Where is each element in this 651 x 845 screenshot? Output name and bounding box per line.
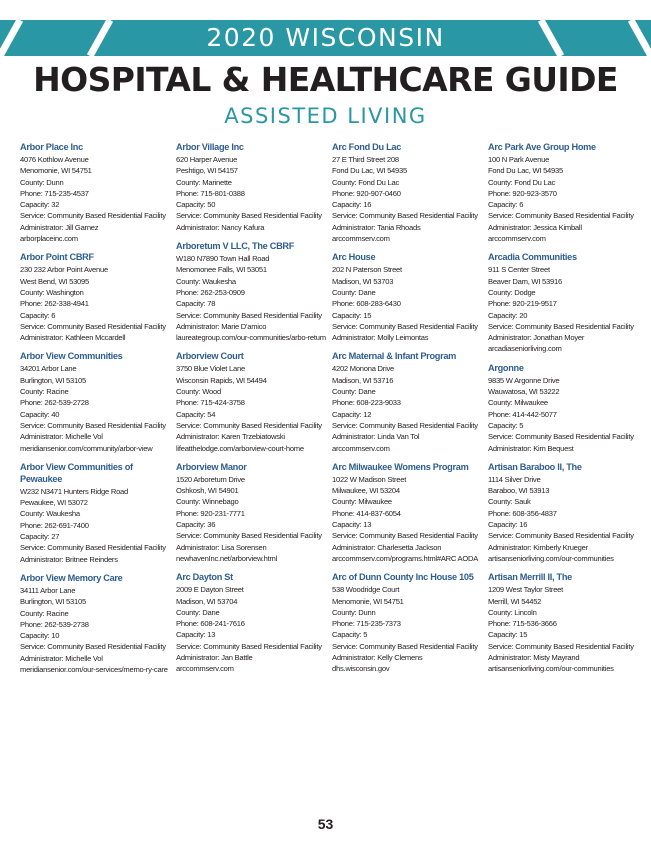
facility-detail-line: County: Racine (20, 608, 69, 618)
facility-website-link[interactable]: newhavenInc.net/arborview.html (176, 553, 277, 563)
facility-detail-line: Service: Community Based Residential Facility (488, 432, 634, 442)
facility-entry (20, 572, 172, 675)
facility-entry (20, 141, 172, 244)
facility-name: Arc of Dunn County Inc House 105 (332, 572, 474, 583)
facility-detail-line: Capacity: 27 (20, 532, 60, 542)
facility-entry (176, 141, 328, 233)
facility-name: Arbor Place Inc (20, 142, 83, 152)
facility-detail-line: Service: Community Based Residential Facility (332, 321, 478, 331)
facility-entry (332, 251, 484, 343)
facility-website-link[interactable]: arccommserv.com (332, 234, 390, 244)
facility-detail-line: County: Dane (332, 287, 376, 297)
facility-detail-line: County: Fond Du Lac (488, 177, 556, 187)
facility-entry (20, 350, 172, 453)
facility-detail-line: Phone: 608-356-4837 (488, 508, 557, 518)
facility-detail-line: Phone: 262-539-2728 (20, 398, 89, 408)
facility-detail-line: Service: Community Based Residential Facility (20, 543, 166, 553)
facility-name: Arborview Manor (176, 461, 247, 472)
facility-detail-line: County: Lincoln (488, 607, 537, 617)
facility-detail-line: Oshkosh, WI 54901 (176, 486, 239, 496)
facility-detail-line: 100 N Park Avenue (488, 155, 550, 164)
facility-detail-line: Fond Du Lac, WI 54935 (488, 166, 563, 176)
facility-website-link[interactable]: artisanseniorliving.com/our-communities (488, 553, 614, 563)
facility-name: Arcadia Communities (488, 252, 577, 263)
facility-name: Arbor View Communities (20, 351, 123, 362)
facility-detail-line: County: Milwaukee (488, 398, 548, 408)
facility-detail-line: Capacity: 15 (488, 630, 528, 640)
facility-name: Arc House (332, 252, 376, 263)
facility-detail-line: Phone: 920-923-3570 (488, 188, 557, 198)
facility-name: Arbor Point CBRF (20, 252, 94, 263)
facility-detail-line: Wisconsin Rapids, WI 54494 (176, 375, 267, 385)
facility-detail-line: Service: Community Based Residential Facility (332, 420, 478, 430)
facility-website-link[interactable]: arccommserv.com (176, 664, 234, 674)
facility-detail-line: Service: Community Based Residential Facility (176, 310, 322, 320)
facility-detail-line: Phone: 262-691-7400 (20, 520, 89, 530)
facility-detail-line: Administrator: Kathleen Mccardell (20, 333, 126, 343)
facility-detail-line: Administrator: Karen Trzebiatowski (176, 432, 285, 442)
facility-detail-line: 202 N Paterson Street (332, 265, 402, 275)
facility-website-link[interactable]: dhs.wisconsin.gov (332, 664, 390, 674)
facility-detail-line: 1209 West Taylor Street (488, 585, 564, 595)
facility-detail-line: Service: Community Based Residential Facility (332, 641, 478, 651)
facility-website-link[interactable]: artisanseniorliving.com/our-communities (488, 664, 614, 674)
facility-detail-line: Administrator: Kim Bequest (488, 443, 574, 453)
facility-detail-line: Menomonie, WI 54751 (20, 166, 92, 176)
facility-detail-line: Capacity: 36 (176, 520, 216, 530)
facility-detail-line: Service: Community Based Residential Facility (20, 642, 166, 652)
facility-detail-line: 1022 W Madison Street (332, 474, 407, 484)
banner-text: 2020 WISCONSIN (206, 23, 445, 52)
facility-detail-line: Capacity: 13 (332, 520, 372, 530)
facility-detail-line: Capacity: 6 (20, 310, 56, 320)
facility-name: Arboretum V LLC, The CBRF (176, 241, 295, 252)
facility-detail-line: Administrator: Nancy Kafura (176, 222, 265, 232)
facility-detail-line: Administrator: Linda Van Tol (332, 432, 420, 442)
facility-detail-line: W180 N7890 Town Hall Road (176, 254, 270, 264)
facility-detail-line: Beaver Dam, WI 53916 (488, 276, 562, 286)
facility-detail-line: Service: Community Based Residential Facility (20, 420, 166, 430)
facility-detail-line: 34111 Arbor Lane (20, 585, 76, 595)
facility-detail-line: Capacity: 6 (488, 200, 524, 210)
facility-detail-line: West Bend, WI 53095 (20, 276, 89, 286)
facility-detail-line: Administrator: Michelle Vol (20, 432, 103, 442)
listing-column (176, 141, 328, 682)
facility-detail-line: Phone: 715-424-3758 (176, 398, 245, 408)
facility-detail-line: Capacity: 15 (332, 310, 372, 320)
facility-detail-line: Service: Community Based Residential Facility (20, 211, 166, 221)
facility-detail-line: Madison, WI 53716 (332, 375, 394, 385)
facility-detail-line: 34201 Arbor Lane (20, 364, 77, 374)
facility-name: Arc Dayton St (176, 572, 233, 583)
facility-entry (332, 461, 484, 564)
facility-detail-line: Merrill, WI 54452 (488, 596, 542, 606)
facility-entry (176, 571, 328, 674)
facility-detail-line: Service: Community Based Residential Facility (176, 531, 322, 541)
facility-detail-line: Phone: 715-235-7373 (332, 619, 401, 629)
facility-detail-line: Administrator: Lisa Sorensen (176, 542, 267, 552)
facility-detail-line: Phone: 608-223-9033 (332, 398, 401, 408)
facility-detail-line: Service: Community Based Residential Facility (20, 321, 166, 331)
facility-detail-line: Capacity: 16 (332, 200, 372, 210)
facility-website-link[interactable]: lifeatthelodge.com/arborview-court-home (176, 443, 304, 453)
facility-detail-line: Administrator: Kelly Clemens (332, 652, 423, 662)
facility-detail-line: Capacity: 54 (176, 409, 216, 419)
facility-detail-line: 620 Harper Avenue (176, 155, 238, 164)
facility-detail-line: Administrator: Charlesetta Jackson (332, 542, 442, 552)
facility-detail-line: 911 S Center Street (488, 265, 550, 275)
facility-detail-line: Menomonie, WI 54751 (332, 596, 404, 606)
facility-detail-line: 1114 Silver Drive (488, 474, 541, 484)
facility-detail-line: Capacity: 13 (176, 630, 216, 640)
facility-detail-line: Phone: 920-219-9517 (488, 299, 557, 309)
facility-detail-line: County: Fond Du Lac (332, 177, 400, 187)
facility-detail-line: Menomonee Falls, WI 53051 (176, 265, 267, 275)
facility-detail-line: Administrator: Tania Rhoads (332, 222, 421, 232)
facility-detail-line: Phone: 920-907-0460 (332, 188, 401, 198)
facility-detail-line: W232 N3471 Hunters Ridge Road (20, 486, 128, 496)
facility-detail-line: Service: Community Based Residential Facility (176, 641, 322, 651)
facility-detail-line: Phone: 715-801-0388 (176, 188, 245, 198)
facility-detail-line: 230 232 Arbor Point Avenue (20, 265, 108, 275)
facility-detail-line: Phone: 414-442-5077 (488, 409, 557, 419)
listing-column (332, 141, 484, 682)
facility-detail-line: 4076 Kothlow Avenue (20, 155, 89, 164)
page-title: HOSPITAL & HEALTHCARE GUIDE (33, 60, 618, 99)
facility-detail-line: County: Dunn (332, 607, 376, 617)
page-subtitle: ASSISTED LIVING (224, 104, 427, 128)
facility-detail-line: County: Washington (20, 287, 84, 297)
facility-entry (488, 571, 640, 674)
listing-columns (20, 141, 640, 781)
facility-entry (488, 251, 640, 354)
facility-detail-line: Administrator: Jessica Kimball (488, 222, 582, 232)
facility-detail-line: Administrator: Michelle Vol (20, 653, 103, 663)
facility-detail-line: Pewaukee, WI 53072 (20, 498, 88, 508)
facility-name: Arbor Village Inc (176, 142, 244, 152)
facility-detail-line: Madison, WI 53704 (176, 596, 238, 606)
facility-detail-line: Service: Community Based Residential Facility (332, 211, 478, 221)
facility-detail-line: 9835 W Argonne Drive (488, 375, 560, 385)
facility-detail-line: County: Waukesha (176, 276, 236, 286)
facility-website-link[interactable]: arccommserv.com (332, 443, 390, 453)
facility-detail-line: Phone: 920-231-7771 (176, 508, 245, 518)
facility-name: Arc Maternal & Infant Program (332, 351, 457, 362)
facility-detail-line: Capacity: 5 (488, 420, 524, 430)
facility-name: Arbor View Memory Care (20, 572, 123, 583)
facility-detail-line: Capacity: 40 (20, 409, 60, 419)
facility-entry (488, 362, 640, 454)
facility-detail-line: County: Dunn (20, 177, 64, 187)
facility-website-link[interactable]: meridiansenior.com/community/arbor-view (20, 443, 153, 453)
facility-entry (176, 240, 328, 343)
facility-name: Arc Milwaukee Womens Program (332, 461, 469, 472)
facility-entry (176, 350, 328, 453)
facility-detail-line: Capacity: 32 (20, 200, 60, 210)
facility-name: Argonne (488, 362, 524, 373)
facility-name: Arc Park Ave Group Home (488, 142, 596, 152)
facility-name: Artisan Baraboo II, The (488, 461, 582, 472)
facility-website-link[interactable]: arccommserv.com (488, 234, 546, 244)
facility-detail-line: Service: Community Based Residential Facility (332, 531, 478, 541)
facility-detail-line: Madison, WI 53703 (332, 276, 394, 286)
facility-detail-line: County: Sauk (488, 497, 531, 507)
facility-detail-line: Phone: 414-837-6054 (332, 508, 401, 518)
facility-detail-line: Capacity: 20 (488, 310, 528, 320)
header-banner (0, 20, 651, 56)
facility-detail-line: Administrator: Jonathan Moyer (488, 333, 585, 343)
facility-detail-line: Phone: 262-338-4941 (20, 299, 89, 309)
facility-detail-line: 3750 Blue Violet Lane (176, 364, 245, 374)
listing-column (488, 141, 640, 682)
facility-website-link[interactable]: arcadiaseniorliving.com (488, 344, 562, 354)
facility-detail-line: Administrator: Kimberly Krueger (488, 542, 588, 552)
facility-detail-line: Service: Community Based Residential Facility (488, 531, 634, 541)
facility-detail-line: Administrator: Jill Garnez (20, 222, 99, 232)
facility-detail-line: Administrator: Molly Leimontas (332, 333, 429, 343)
facility-name: Arc Fond Du Lac (332, 142, 402, 152)
facility-name: Arbor View Communities of Pewaukee (20, 461, 133, 484)
facility-detail-line: Phone: 608-283-6430 (332, 299, 401, 309)
facility-detail-line: Burlington, WI 53105 (20, 375, 86, 385)
facility-entry (176, 461, 328, 564)
facility-detail-line: Milwaukee, WI 53204 (332, 486, 400, 496)
facility-detail-line: County: Dane (176, 607, 220, 617)
facility-detail-line: Service: Community Based Residential Facility (488, 641, 634, 651)
facility-detail-line: Phone: 608-241-7616 (176, 619, 245, 629)
facility-detail-line: Capacity: 10 (20, 631, 60, 641)
facility-detail-line: Capacity: 12 (332, 409, 372, 419)
facility-detail-line: County: Dane (332, 387, 376, 397)
facility-detail-line: Administrator: Misty Mayrand (488, 652, 580, 662)
facility-detail-line: Phone: 262-539-2738 (20, 619, 89, 629)
facility-entry (488, 461, 640, 564)
facility-entry (20, 461, 172, 565)
facility-detail-line: Fond Du Lac, WI 54935 (332, 166, 407, 176)
facility-entry (332, 571, 484, 674)
facility-detail-line: 4202 Monona Drive (332, 364, 395, 374)
facility-detail-line: Service: Community Based Residential Facility (176, 420, 322, 430)
facility-detail-line: 538 Woodridge Court (332, 585, 400, 595)
facility-detail-line: 2009 E Dayton Street (176, 585, 244, 595)
facility-detail-line: County: Winnebago (176, 497, 239, 507)
facility-detail-line: Capacity: 78 (176, 299, 216, 309)
facility-website-link[interactable]: meridiansenior.com/our-services/memo-ry-care (20, 664, 168, 674)
facility-entry (332, 141, 484, 244)
facility-detail-line: Service: Community Based Residential Facility (176, 211, 322, 221)
facility-detail-line: County: Wood (176, 387, 221, 397)
facility-detail-line: Capacity: 16 (488, 520, 528, 530)
facility-detail-line: Peshtigo, WI 54157 (176, 166, 238, 176)
facility-detail-line: County: Marinette (176, 177, 232, 187)
page-number: 53 (317, 816, 334, 832)
facility-detail-line: Capacity: 5 (332, 630, 368, 640)
facility-detail-line: County: Racine (20, 387, 69, 397)
facility-name: Artisan Merrill II, The (488, 572, 572, 583)
facility-detail-line: Administrator: Marie D'amico (176, 321, 267, 331)
facility-detail-line: Wauwatosa, WI 53222 (488, 387, 560, 397)
facility-detail-line: Service: Community Based Residential Facility (488, 321, 634, 331)
facility-detail-line: County: Dodge (488, 287, 536, 297)
facility-detail-line: Administrator: Jan Battle (176, 652, 253, 662)
facility-name: Arborview Court (176, 351, 244, 362)
facility-website-link[interactable]: arborplaceinc.com (20, 234, 78, 244)
facility-entry (488, 141, 640, 244)
facility-website-link[interactable]: laureategroup.com/our-communities/arbo-retum (176, 333, 326, 343)
facility-detail-line: 1520 Arboretum Drive (176, 474, 245, 484)
facility-detail-line: Service: Community Based Residential Facility (488, 211, 634, 221)
facility-detail-line: Administrator: Britnee Reinders (20, 554, 118, 564)
facility-detail-line: County: Milwaukee (332, 497, 392, 507)
facility-detail-line: Phone: 715-235-4537 (20, 188, 89, 198)
facility-detail-line: Baraboo, WI 53913 (488, 486, 550, 496)
facility-detail-line: Capacity: 50 (176, 200, 216, 210)
facility-entry (332, 350, 484, 453)
facility-detail-line: Phone: 715-536-3666 (488, 619, 557, 629)
listing-column (20, 141, 172, 682)
facility-website-link[interactable]: arccommserv.com/programs.html#ARC AODA (332, 553, 479, 563)
facility-detail-line: Phone: 262-253-0909 (176, 287, 245, 297)
facility-detail-line: County: Waukesha (20, 509, 80, 519)
facility-detail-line: Burlington, WI 53105 (20, 597, 86, 607)
facility-entry (20, 251, 172, 343)
facility-detail-line: 27 E Third Street 208 (332, 155, 399, 164)
